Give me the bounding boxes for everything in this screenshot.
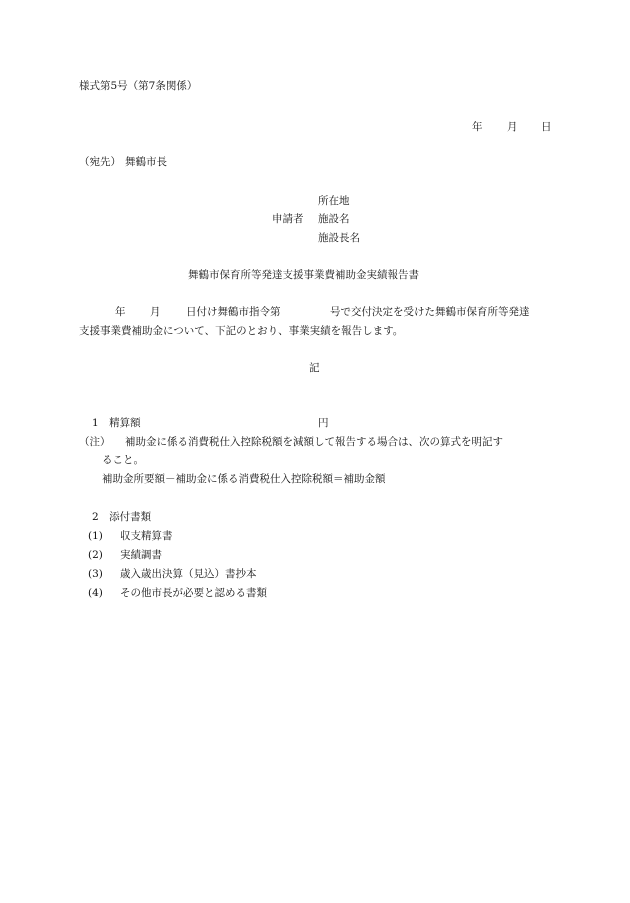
section2-label: 2 添付書類 [92, 511, 152, 523]
attachment-text: 歳入歳出決算（見込）書抄本 [120, 568, 257, 580]
attachment-text: 実績調書 [120, 549, 162, 561]
attachment-num: (3) [88, 568, 103, 580]
ki-heading: 記 [309, 362, 320, 374]
applicant-field-address: 所在地 [318, 195, 350, 207]
attachment-num: (4) [88, 587, 103, 599]
body-line1-mid: 日付け舞鶴市指令第 [186, 306, 281, 318]
attachment-num: (1) [88, 530, 103, 542]
body-month: 月 [150, 306, 161, 318]
addressee-name: 舞鶴市長 [125, 156, 167, 168]
applicant-label: 申請者 [272, 213, 304, 225]
applicant-field-facility-head: 施設長名 [318, 232, 360, 244]
body-line2: 支援事業費補助金について、下記のとおり、事業実績を報告します。 [79, 325, 404, 337]
body-year: 年 [115, 306, 126, 318]
section1-unit: 円 [318, 417, 329, 429]
document-title: 舞鶴市保育所等発達支援事業費補助金実績報告書 [188, 269, 419, 281]
date-day: 日 [541, 121, 552, 133]
date-month: 月 [507, 121, 518, 133]
note-line1: 補助金に係る消費税仕入控除税額を減額して報告する場合は、次の算式を明記す [125, 436, 503, 448]
date-year: 年 [472, 121, 483, 133]
formula: 補助金所要額－補助金に係る消費税仕入控除税額＝補助金額 [102, 473, 386, 485]
attachment-text: その他市長が必要と認める書類 [120, 587, 267, 599]
body-line1-end: 号で交付決定を受けた舞鶴市保育所等発達 [330, 306, 530, 318]
applicant-field-facility-name: 施設名 [318, 213, 350, 225]
attachment-num: (2) [88, 549, 103, 561]
note-label: （注） [79, 436, 111, 448]
addressee-label: （宛先） [79, 156, 121, 168]
section1-label: 1 精算額 [92, 417, 141, 429]
attachment-text: 収支精算書 [120, 530, 173, 542]
note-line2: ること。 [102, 454, 144, 466]
form-number: 様式第5号（第7条関係） [79, 80, 198, 92]
